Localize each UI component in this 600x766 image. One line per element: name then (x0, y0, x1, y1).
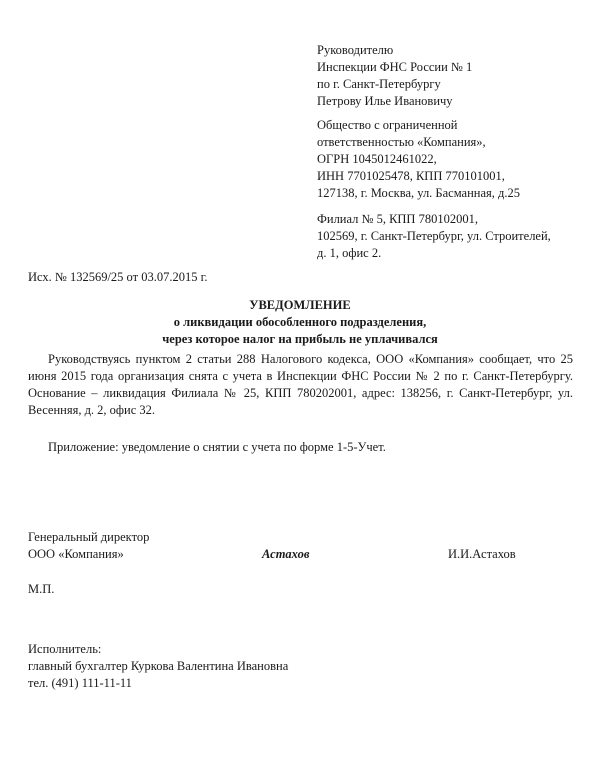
body-text (28, 351, 573, 419)
addressee-line: Инспекции ФНС России № 1 (317, 60, 473, 74)
title-subheading: о ликвидации обособленного подразделения, (173, 315, 427, 329)
executor-person: главный бухгалтер Куркова Валентина Ивановна (28, 659, 289, 673)
outgoing-number: Исх. № 132569/25 от 03.07.2015 г. (28, 270, 208, 284)
stamp-placeholder: М.П. (28, 582, 55, 596)
executor-label: Исполнитель: (28, 642, 102, 656)
addressee-block (317, 42, 472, 110)
signatory-organization: ООО «Компания» (28, 547, 124, 561)
sender-line: Общество с ограниченной (317, 118, 458, 132)
branch-block (317, 211, 551, 262)
sender-line: ОГРН 1045012461022, (317, 152, 437, 166)
branch-line: Филиал № 5, КПП 780102001, (317, 212, 478, 226)
signatory-position: Генеральный директор (28, 530, 150, 544)
sender-line: 127138, г. Москва, ул. Басманная, д.25 (317, 186, 520, 200)
sender-line: ИНН 7701025478, КПП 770101001, (317, 169, 505, 183)
branch-line: д. 1, офис 2. (317, 246, 382, 260)
branch-line: 102569, г. Санкт-Петербург, ул. Строителей, (317, 229, 551, 243)
document-title (0, 297, 600, 348)
signatory-name: И.И.Астахов (448, 547, 516, 561)
addressee-line: Руководителю (317, 43, 394, 57)
body-paragraph: Руководствуясь пунктом 2 статьи 288 Налогового кодекса, ООО «Компания» сообщает, что 25 июня 2015 года организация снята с учета в Инспекции ФНС России № 2 по г. Санкт-Петербургу. Основание – ликвидация Филиала № 25, КПП 780202001, адрес: 138256, г. Санкт-Петербург, ул. Весенняя, д. 2, офис 32. (28, 352, 573, 417)
executor-block (28, 641, 288, 692)
sender-line: ответственностью «Компания», (317, 135, 486, 149)
addressee-line: Петрову Илье Ивановичу (317, 94, 453, 108)
handwritten-signature: Астахов (262, 547, 310, 561)
title-subheading: через которое налог на прибыль не уплачивался (162, 332, 438, 346)
addressee-line: по г. Санкт-Петербургу (317, 77, 441, 91)
sender-block (317, 117, 520, 202)
executor-phone: тел. (491) 111-11-11 (28, 676, 132, 690)
title-heading: УВЕДОМЛЕНИЕ (249, 298, 351, 312)
attachment-note: Приложение: уведомление о снятии с учета по форме 1-5-Учет. (48, 440, 386, 454)
